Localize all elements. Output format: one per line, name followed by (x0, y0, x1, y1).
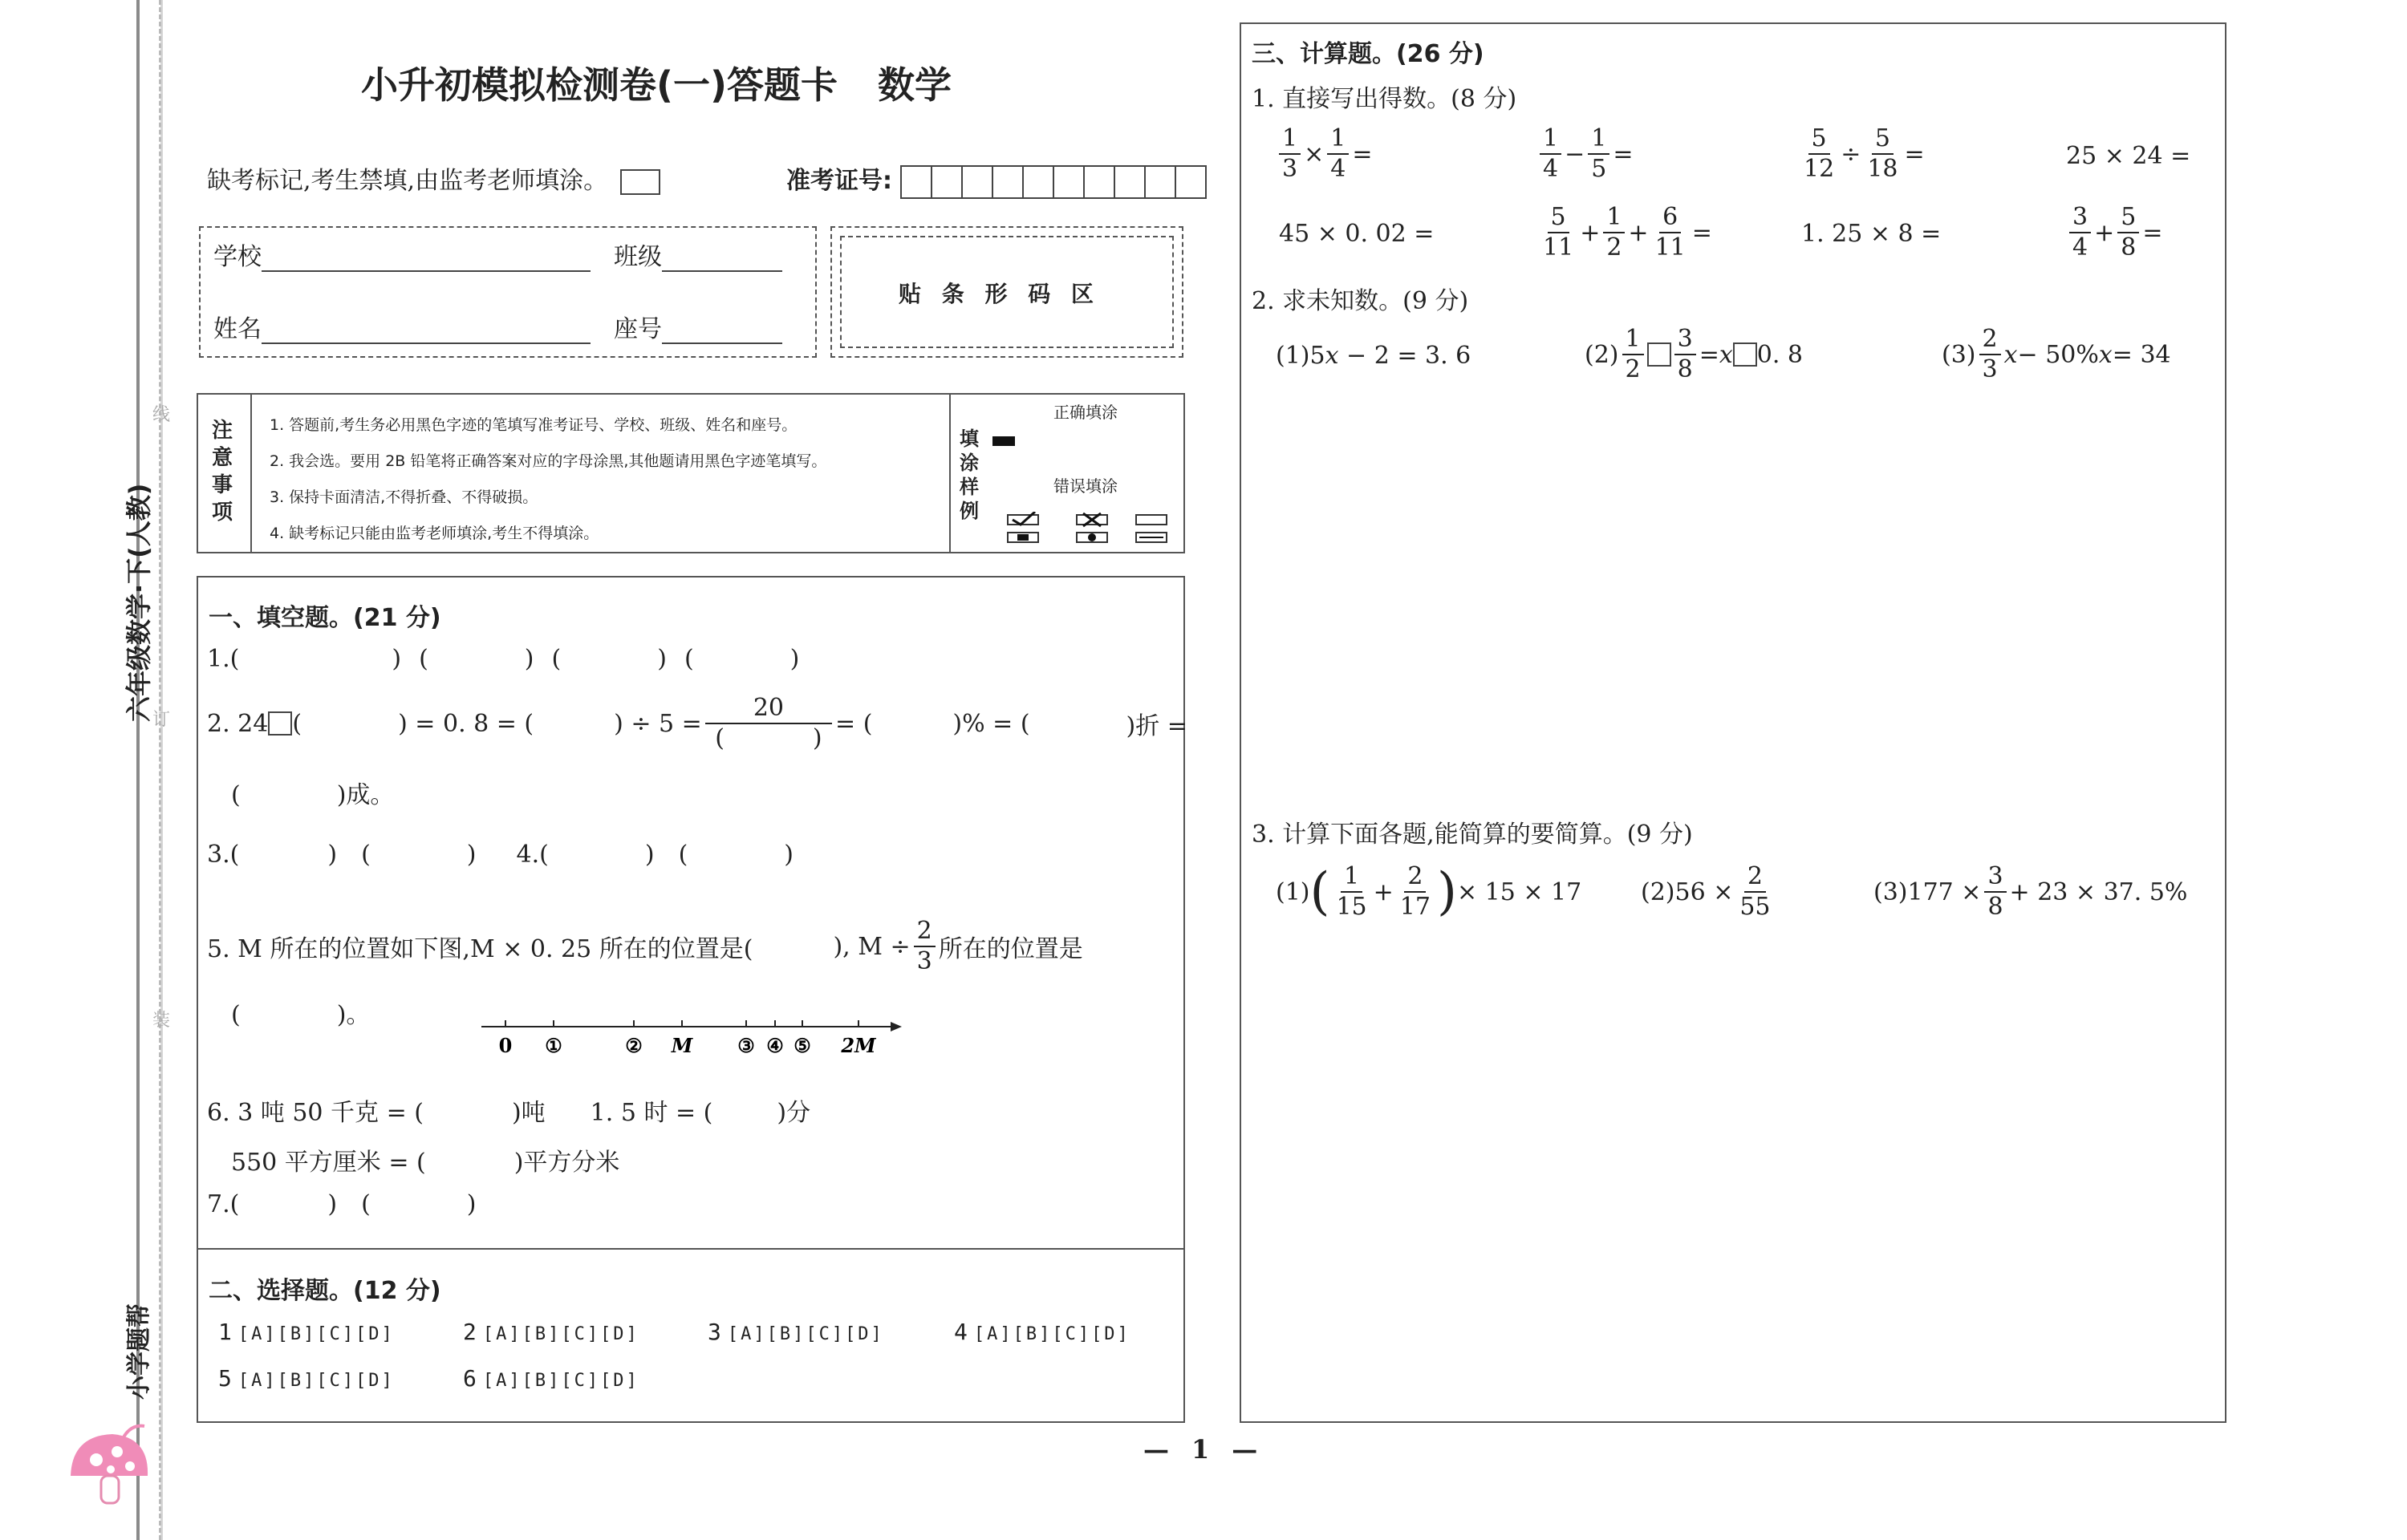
notice-item: 3. 保持卡面清洁,不得折叠、不得破损。 (270, 488, 538, 506)
direct-7: 1. 25 × 8 = (1801, 220, 1942, 248)
absent-mark-row (207, 160, 660, 196)
exam-id-row (786, 160, 1207, 199)
choice-number: 3 (708, 1319, 721, 1345)
q7-row: 7.( ) ( ) (207, 1190, 477, 1218)
q3-q4-row: 3.( ) ( ) 4.( ) ( ) (207, 841, 794, 869)
brand-label: 小学题帮 (125, 1303, 153, 1400)
direct-6: $\frac{5}{11}$ + $\frac{1}{2}$ + $\frac{6}{11}$ = (1543, 203, 1712, 261)
notice-title: 注意事项 (211, 419, 233, 525)
binding-mark-3: 装 (152, 1011, 171, 1031)
direct-8: $\frac{3}{4}$ + $\frac{5}{8}$ = (2066, 205, 2162, 260)
notice-divider-left (250, 395, 252, 552)
q2-fraction: $\frac{20}{( )}$ (705, 696, 832, 751)
choice-number: 1 (218, 1319, 232, 1345)
q2-ratio-box[interactable] (268, 711, 292, 736)
exam-id-cell[interactable] (963, 167, 993, 197)
choice-item[interactable] (463, 1319, 639, 1345)
number-line-label: 0 (498, 1034, 513, 1057)
direct-2: $\frac{1}{4}$ − $\frac{1}{5}$ = (1536, 127, 1633, 181)
q5-text-a: 5. M 所在的位置如下图,M × 0. 25 所在的位置是( (207, 935, 753, 963)
wrong-fill-samples (1005, 512, 1173, 547)
q6-text-e: 550 平方厘米 = ( (231, 1149, 426, 1177)
simplify-3: (3)177 × $\frac{3}{8}$ + 23 × 37. 5% (1873, 862, 2188, 921)
q3-number: 3. (207, 841, 230, 869)
subject-label: 六年级数学·下(人教) (124, 483, 154, 722)
choice-number: 4 (954, 1319, 968, 1345)
q6-text-a: 6. 3 吨 50 千克 = ( (207, 1099, 424, 1127)
name-field[interactable] (213, 309, 591, 344)
number-line-label: ① (545, 1034, 562, 1057)
exam-id-cell[interactable] (1024, 167, 1054, 197)
q1-number: 1. (207, 645, 230, 673)
correct-fill-sample (992, 436, 1015, 446)
q5-tail: ( )。 (231, 1001, 371, 1029)
solve-2: (2) $\frac{1}{2}$ $\frac{3}{8}$ = x 0. 8 (1585, 325, 1803, 383)
notice-divider-right (949, 395, 951, 552)
number-line-label: ② (625, 1034, 643, 1057)
q2-tail: ( )成。 (231, 781, 395, 809)
q2-eq5: )折 = (1126, 712, 1187, 740)
sample-title-col (960, 427, 984, 523)
exam-id-cell[interactable] (1146, 167, 1176, 197)
q5-tail-text: )。 (336, 1001, 371, 1029)
page-title (361, 56, 952, 109)
section3-title: 三、计算题。(26 分) (1252, 40, 1484, 68)
q7-number: 7. (207, 1190, 230, 1218)
q2-row: 2. 24 ( ) = 0. 8 = ( ) ÷ 5 = $\frac{20}{( )}$ = ( )% = ( )折 = (207, 694, 1187, 752)
choice-item[interactable] (218, 1319, 395, 1345)
q1-row: 1.( ) ( ) ( ) ( ) (207, 645, 800, 673)
exam-id-cell[interactable] (1115, 167, 1146, 197)
notice-item: 4. 缺考标记只能由监考老师填涂,考生不得填涂。 (270, 525, 599, 542)
number-line-label: ⑤ (794, 1034, 811, 1057)
calc-q1-title: 1. 直接写出得数。(8 分) (1252, 85, 1517, 113)
choice-options[interactable]: [A][B][C][D] (482, 1371, 639, 1391)
ratio-box-2[interactable] (1733, 342, 1757, 367)
barcode-label: 贴 条 形 码 区 (899, 281, 1100, 307)
notice-title-col (210, 417, 242, 526)
q5-text-c: 所在的位置是 (938, 935, 1083, 963)
page-number: — 1 — (1143, 1434, 1258, 1465)
simplify-2: (2)56 × $\frac{2}{55}$ (1641, 862, 1771, 921)
exam-id-cell[interactable] (902, 167, 932, 197)
choice-number: 2 (463, 1319, 477, 1345)
choice-number: 6 (463, 1365, 477, 1392)
direct-5: 45 × 0. 02 = (1279, 220, 1435, 248)
number-line-label: 2M (841, 1034, 876, 1057)
q5-fraction: $\frac{2}{3}$ (914, 919, 936, 974)
number-line-label: M (671, 1034, 693, 1057)
binding-mark-1: 线 (152, 405, 171, 425)
choice-options[interactable]: [A][B][C][D] (973, 1324, 1130, 1344)
seat-field[interactable] (614, 309, 782, 344)
q2-tail-text: )成。 (336, 781, 395, 809)
q6-text-b: )吨 (511, 1099, 546, 1127)
name-label: 姓名 (213, 315, 262, 343)
mushroom-logo (64, 1420, 152, 1516)
exam-id-cell[interactable] (932, 167, 963, 197)
exam-id-cell[interactable] (1176, 167, 1207, 197)
solve-3: (3) $\frac{2}{3}$ x − 50% x = 34 (1942, 325, 2171, 383)
page-title-text: 小升初模拟检测卷(一)答题卡 (361, 63, 838, 107)
q2-eq2: ) ÷ 5 = (614, 709, 702, 738)
notice-list (270, 407, 826, 552)
ratio-box-1[interactable] (1647, 342, 1671, 367)
q2-eq1: ) = 0. 8 = ( (398, 709, 534, 738)
exam-id-cells[interactable] (900, 165, 1207, 199)
q6-row-2 (231, 1142, 619, 1177)
choice-number: 5 (218, 1365, 232, 1392)
page-number-text: 1 (1191, 1434, 1210, 1465)
q4-number: 4. (516, 841, 540, 869)
binding-mark-2: 订 (152, 710, 171, 730)
choice-options[interactable]: [A][B][C][D] (727, 1324, 884, 1344)
q6-text-f: )平方分米 (513, 1149, 620, 1177)
direct-1: $\frac{1}{3}$ × $\frac{1}{4}$ = (1276, 127, 1372, 181)
choice-options[interactable]: [A][B][C][D] (237, 1324, 395, 1344)
q2-eq4: )% = ( (952, 709, 1030, 738)
exam-id-cell[interactable] (1085, 167, 1115, 197)
number-line-label: ④ (766, 1034, 784, 1057)
number-line-label: ③ (737, 1034, 755, 1057)
q6-text-d: )分 (777, 1099, 811, 1127)
q2-prefix: 2. 24 (207, 709, 269, 738)
binding-dash (159, 0, 161, 1540)
choice-item[interactable] (463, 1365, 639, 1392)
q5-text-b: ), M ÷ (833, 932, 911, 961)
q6-row (207, 1092, 810, 1128)
exam-id-cell[interactable] (1054, 167, 1085, 197)
spine (0, 0, 201, 1540)
choice-options[interactable]: [A][B][C][D] (482, 1324, 639, 1344)
calc-q2-title: 2. 求未知数。(9 分) (1252, 287, 1469, 315)
exam-id-label: 准考证号: (786, 167, 892, 195)
correct-fill-label: 正确填涂 (1053, 403, 1118, 422)
exam-id-cell[interactable] (993, 167, 1024, 197)
choice-options[interactable]: [A][B][C][D] (237, 1371, 395, 1391)
q5-row (207, 919, 1083, 974)
notice-item: 1. 答题前,考生务必用黑色字迹的笔填写准考证号、学校、班级、姓名和座号。 (270, 416, 798, 434)
notice-item: 2. 我会选。要用 2B 铅笔将正确答案对应的字母涂黑,其他题请用黑色字迹笔填写。 (270, 452, 827, 470)
section1-title: 一、填空题。(21 分) (209, 604, 441, 632)
solve-1: (1)5x − 2 = 3. 6 (1276, 342, 1471, 370)
seat-label: 座号 (614, 315, 662, 343)
calc-q3-title: 3. 计算下面各题,能简算的要简算。(9 分) (1252, 821, 1693, 849)
section2-title: 二、选择题。(12 分) (209, 1277, 441, 1305)
sample-title: 填涂样例 (960, 428, 979, 522)
q6-text-c: 1. 5 时 = ( (590, 1099, 713, 1127)
q2-eq3: = ( (835, 709, 873, 738)
class-field[interactable] (614, 237, 782, 272)
number-line (473, 1011, 907, 1067)
direct-3: $\frac{5}{12}$ ÷ $\frac{5}{18}$ = (1804, 124, 1925, 183)
page-title-subject: 数学 (878, 63, 952, 107)
absent-mark-text: 缺考标记,考生禁填,由监考老师填涂。 (207, 167, 608, 195)
direct-4: 25 × 24 = (2066, 142, 2191, 170)
class-label: 班级 (614, 243, 662, 271)
choice-item[interactable] (954, 1319, 1130, 1345)
school-field[interactable] (213, 237, 591, 272)
choice-item[interactable] (218, 1365, 395, 1392)
absent-mark-box[interactable] (620, 169, 660, 195)
choice-item[interactable] (708, 1319, 884, 1345)
school-label: 学校 (213, 243, 262, 271)
wrong-fill-label: 错误填涂 (1053, 476, 1118, 496)
simplify-1: (1) ( $\frac{1}{15}$ + $\frac{2}{17}$ ) × 15 × 17 (1276, 862, 1582, 922)
